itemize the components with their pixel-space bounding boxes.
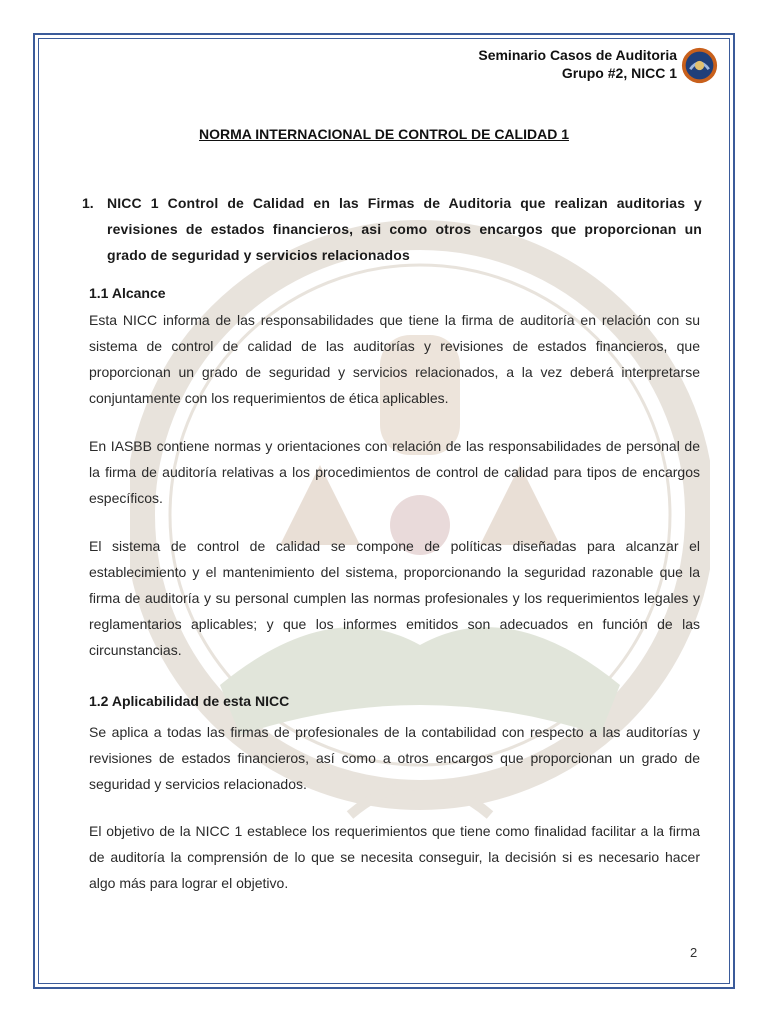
section-1-heading <box>82 190 702 268</box>
university-seal-icon <box>681 47 718 84</box>
section-1-heading-text: NICC 1 Control de Calidad en las Firmas de Auditoria que realizan auditorias y revisiones de estados financieros, asi como otros encargos que proporcionan un grado de seguridad y servicios relacionados <box>107 195 702 263</box>
paragraph: En IASBB contiene normas y orientaciones con relación de las responsabilidades de personal de la firma de auditoría relativas a los procedimientos de control de calidad para tipos de encargos específicos. <box>89 438 700 506</box>
paragraph: Esta NICC informa de las responsabilidades que tiene la firma de auditoría en relación con su sistema de control de calidad de las auditorías y revisiones de estados financieros, que proporcionan un grado de seguridad y servicios relacionados, a la vez deberá interpretarse conjuntamente con los requerimientos de ética aplicables. <box>89 312 700 406</box>
header-line-1: Seminario Casos de Auditoria <box>478 47 677 63</box>
subsection-1-2-heading: 1.2 Aplicabilidad de esta NICC <box>89 693 290 709</box>
paragraph: El objetivo de la NICC 1 establece los requerimientos que tiene como finalidad facilitar a la firma de auditoría la comprensión de lo que se necesita conseguir, la decisión si es necesario hacer algo más para lograr el objetivo. <box>89 823 700 891</box>
paragraph: Se aplica a todas las firmas de profesionales de la contabilidad con respecto a las auditorías y revisiones de estados financieros, así como a otros encargos que proporcionan un grado de seguridad y servicios relacionados. <box>89 724 700 792</box>
header-line-2: Grupo #2, NICC 1 <box>561 65 677 81</box>
subsection-1-1-heading: 1.1 Alcance <box>89 285 166 301</box>
page-title: NORMA INTERNACIONAL DE CONTROL DE CALIDAD 1 <box>199 126 569 142</box>
paragraph: El sistema de control de calidad se compone de políticas diseñadas para alcanzar el establecimiento y el mantenimiento del sistema, proporcionando la seguridad razonable que la firma de auditoría y su personal cumplen las normas profesionales y los requerimientos legales y reglamentarios aplicables; y que los informes emitidos son adecuados en función de las circunstancias. <box>89 538 700 658</box>
document-header <box>478 46 677 82</box>
page-number: 2 <box>690 945 698 960</box>
section-1-number: 1. <box>82 195 94 211</box>
